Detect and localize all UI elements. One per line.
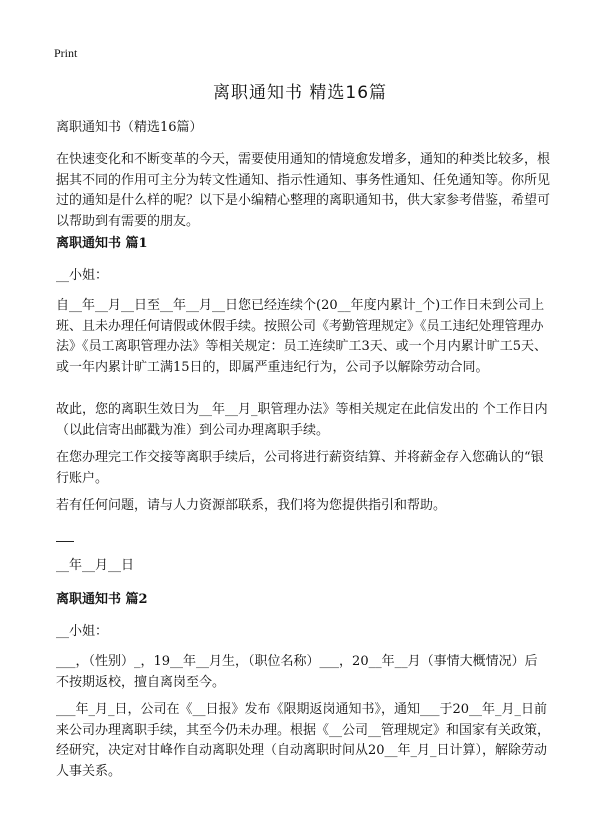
intro-paragraph: 在快速变化和不断变革的今天，需要使用通知的情境愈发增多，通知的种类比较多，根据其不同的作用可主分为转文性通知、指示性通知、事务性通知、任免通知等。你所见过的通知是什么样的呢？以下是小编精心整理的离职通知书，供大家参考借鉴，希望可以帮助到有需要的朋友。 [56,152,551,229]
section-2-paragraph-1: ___，（性别）_，19__年__月生，（职位名称）___，20__年__月（事情大概情况）后不按期返校，擅自离岗至今。 [56,654,538,690]
print-link[interactable]: Print [54,46,78,60]
section-2-paragraph-2: ___年_月_日，公司在《__日报》发布《限期返岗通知书》，通知___于20__年_月_日前来公司办理离职手续，其至今仍未办理。根据《__公司__管理规定》和国家有关政策，经研究，决定对甘峰作自动离职处理（自动离职时间从20__年_月_日计算），解除劳动人事关系。 [56,702,551,779]
section-2-salutation: __小姐： [56,624,109,639]
section-1-heading: 离职通知书 篇1 [56,236,148,251]
section-1-date: __年__月__日 [56,558,135,573]
section-1-paragraph-3: 在您办理完工作交接等离职手续后，公司将进行薪资结算、并将薪金存入您确认的“银行账户。 [56,450,544,486]
section-1-paragraph-2: 故此，您的离职生效日为__年__月_职管理办法》等相关规定在此信发出的 个工作日内（以此信寄出邮戳为准）到公司办理离职手续。 [56,402,548,438]
signature-line [56,541,74,542]
section-2-heading: 离职通知书 篇2 [56,592,148,607]
section-1-paragraph-1: 自__年__月__日至__年__月__日您已经连续个(20__年度内累计_个)工作日未到公司上班、且未办理任何请假或休假手续。按照公司《考勤管理规定》《员工违纪处理管理办法》《员工离职管理办法》等相关规定：员工连续旷工3天、或一个月内累计旷工5天、或一年内累计旷工满15日的，即属严重违纪行为，公司予以解除劳动合同。 [56,298,548,375]
section-1-salutation: __小姐： [56,268,109,283]
section-1-paragraph-4: 若有任何问题，请与人力资源部联系，我们将为您提供指引和帮助。 [56,498,447,513]
document-subtitle: 离职通知书（精选16篇） [56,120,203,135]
page-title: 离职通知书 精选16篇 [212,83,388,103]
